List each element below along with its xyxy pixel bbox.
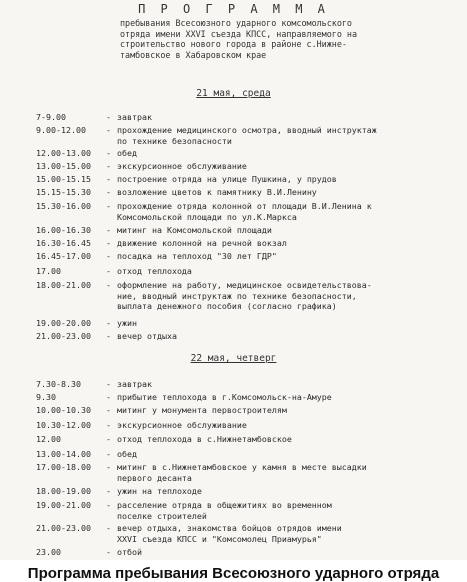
schedule-time: 17.00-18.00 xyxy=(36,462,91,472)
schedule-row xyxy=(0,486,467,497)
schedule-time: 19.00-20.00 xyxy=(36,318,91,328)
schedule-event: прибытие теплохода в г.Комсомольск-на-Амуре xyxy=(117,392,332,402)
dash-separator: - xyxy=(106,266,111,276)
dash-separator: - xyxy=(106,392,111,402)
schedule-row xyxy=(0,547,467,558)
schedule-time: 16.30-16.45 xyxy=(36,238,91,248)
schedule-time: 12.00-13.00 xyxy=(36,148,91,158)
schedule-event: прохождение отряда колонной от площади В.И.Ленина к Комсомольской площади по ул.К.Маркса xyxy=(117,201,372,222)
schedule-row xyxy=(0,125,467,146)
dash-separator: - xyxy=(106,331,111,341)
day-heading: 21 мая, среда xyxy=(196,88,271,99)
schedule-time: 9.00-12.00 xyxy=(36,125,86,135)
schedule-event: ужин на теплоходе xyxy=(117,486,202,496)
dash-separator: - xyxy=(106,462,111,472)
dash-separator: - xyxy=(106,161,111,171)
schedule-time: 15.30-16.00 xyxy=(36,201,91,211)
schedule-event: митинг в с.Нижнетамбовское у камня в месте высадки первого десанта xyxy=(117,462,367,483)
schedule-event: посадка на теплоход "30 лет ГДР" xyxy=(117,251,277,261)
dash-separator: - xyxy=(106,547,111,557)
schedule-time: 18.00-21.00 xyxy=(36,280,91,290)
schedule-event: митинг на Комсомольской площади xyxy=(117,225,272,235)
schedule-event: экскурсионное обслуживание xyxy=(117,420,247,430)
dash-separator: - xyxy=(106,405,111,415)
schedule-event: отход теплохода xyxy=(117,266,192,276)
dash-separator: - xyxy=(106,125,111,135)
schedule-row xyxy=(0,238,467,249)
schedule-event: митинг у монумента первостроителям xyxy=(117,405,287,415)
schedule-time: 16.45-17.00 xyxy=(36,251,91,261)
schedule-row xyxy=(0,251,467,262)
dash-separator: - xyxy=(106,318,111,328)
dash-separator: - xyxy=(106,148,111,158)
schedule-row xyxy=(0,434,467,445)
dash-separator: - xyxy=(106,486,111,496)
schedule-time: 21.00-23.00 xyxy=(36,523,91,533)
schedule-row xyxy=(0,148,467,159)
schedule-row xyxy=(0,420,467,431)
schedule-row xyxy=(0,161,467,172)
dash-separator: - xyxy=(106,201,111,211)
dash-separator: - xyxy=(106,434,111,444)
dash-separator: - xyxy=(106,225,111,235)
schedule-time: 10.00-10.30 xyxy=(36,405,91,415)
schedule-row xyxy=(0,500,467,521)
image-caption: Программа пребывания Всесоюзного ударного отряда xyxy=(27,565,440,582)
schedule-event: ужин xyxy=(117,318,137,328)
schedule-event: вечер отдыха, знакомства бойцов отрядов имени ХХVI съезда КПСС и "Комсомолец Приамурья" xyxy=(117,523,342,544)
dash-separator: - xyxy=(106,187,111,197)
schedule-event: отбой xyxy=(117,547,142,557)
schedule-time: 17.00 xyxy=(36,266,61,276)
dash-separator: - xyxy=(106,174,111,184)
schedule-row xyxy=(0,174,467,185)
schedule-event: оформление на работу, медицинское освидетельствова- ние, вводный инструктаж по технике безопасности, выплата денежного пособия (согласно графика) xyxy=(117,280,372,312)
document-intro: пребывания Всесоюзного ударного комсомольского отряда имени ХХVI съезда КПСС, направляемого на строительство нового города в районе с.Нижне- тамбовское в Хабаровском крае xyxy=(120,18,357,60)
schedule-time: 7.30-8.30 xyxy=(36,379,81,389)
schedule-row xyxy=(0,405,467,416)
schedule-row xyxy=(0,280,467,312)
schedule-row xyxy=(0,201,467,222)
schedule-row xyxy=(0,266,467,277)
schedule-event: обед xyxy=(117,449,137,459)
schedule-time: 12.00 xyxy=(36,434,61,444)
schedule-time: 10.30-12.00 xyxy=(36,420,91,430)
schedule-row xyxy=(0,449,467,460)
schedule-time: 15.00-15.15 xyxy=(36,174,91,184)
schedule-row xyxy=(0,462,467,483)
schedule-row xyxy=(0,112,467,123)
schedule-event: обед xyxy=(117,148,137,158)
dash-separator: - xyxy=(106,420,111,430)
dash-separator: - xyxy=(106,523,111,533)
schedule-event: завтрак xyxy=(117,112,152,122)
schedule-event: построение отряда на улице Пушкина, у прудов xyxy=(117,174,337,184)
schedule-time: 9.30 xyxy=(36,392,56,402)
schedule-event: вечер отдыха xyxy=(117,331,177,341)
schedule-time: 21.00-23.00 xyxy=(36,331,91,341)
dash-separator: - xyxy=(106,251,111,261)
dash-separator: - xyxy=(106,500,111,510)
dash-separator: - xyxy=(106,280,111,290)
schedule-row xyxy=(0,318,467,329)
schedule-time: 16.00-16.30 xyxy=(36,225,91,235)
schedule-time: 15.15-15.30 xyxy=(36,187,91,197)
schedule-time: 19.00-21.00 xyxy=(36,500,91,510)
schedule-event: расселение отряда в общежитиях во временном поселке строителей xyxy=(117,500,332,521)
dash-separator: - xyxy=(106,112,111,122)
schedule-event: прохождение медицинского осмотра, вводный инструктаж по технике безопасности xyxy=(117,125,377,146)
schedule-event: экскурсионное обслуживание xyxy=(117,161,247,171)
schedule-time: 7-9.00 xyxy=(36,112,66,122)
schedule-event: отход теплохода в с.Нижнетамбовское xyxy=(117,434,292,444)
schedule-row xyxy=(0,187,467,198)
schedule-time: 13.00-15.00 xyxy=(36,161,91,171)
schedule-event: возложение цветов к памятнику В.И.Ленину xyxy=(117,187,317,197)
schedule-row xyxy=(0,379,467,390)
day-heading: 22 мая, четверг xyxy=(190,353,277,364)
schedule-row xyxy=(0,225,467,236)
dash-separator: - xyxy=(106,238,111,248)
schedule-row xyxy=(0,523,467,544)
dash-separator: - xyxy=(106,449,111,459)
document-title: П Р О Г Р А М М А xyxy=(138,2,329,16)
schedule-row xyxy=(0,331,467,342)
schedule-event: завтрак xyxy=(117,379,152,389)
dash-separator: - xyxy=(106,379,111,389)
schedule-time: 23.00 xyxy=(36,547,61,557)
schedule-row xyxy=(0,392,467,403)
schedule-event: движение колонной на речной вокзал xyxy=(117,238,287,248)
schedule-time: 18.00-19.00 xyxy=(36,486,91,496)
schedule-time: 13.00-14.00 xyxy=(36,449,91,459)
